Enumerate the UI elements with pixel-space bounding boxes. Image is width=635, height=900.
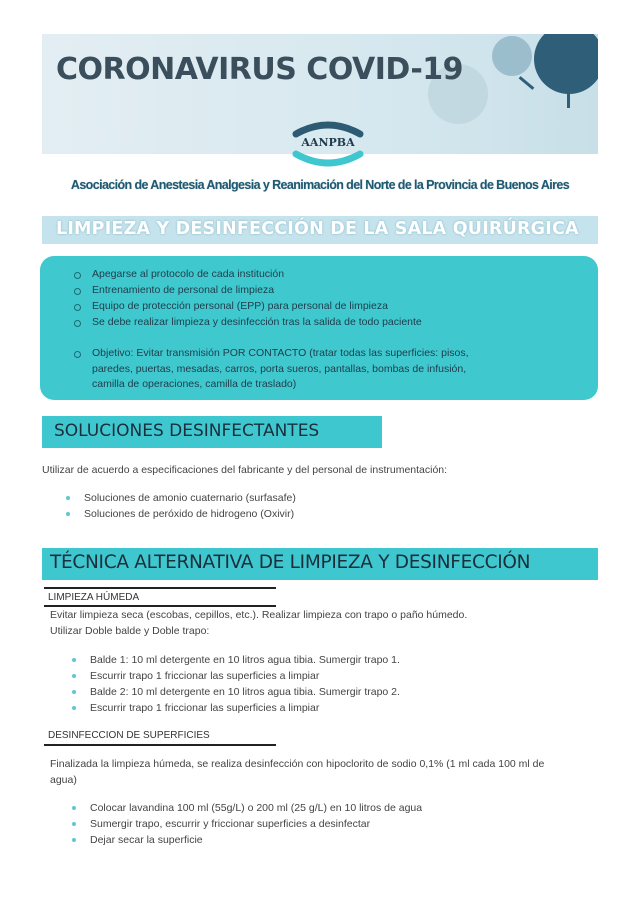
- desinfeccion-paragraph: Finalizada la limpieza húmeda, se realiza desinfección con hipoclorito de sodio 0,1% (1 ml cada 100 ml de agua): [50, 758, 545, 786]
- humeda-paragraph: Utilizar Doble balde y Doble trapo:: [50, 625, 210, 637]
- organization-name: Asociación de Anestesia Analgesia y Reanimación del Norte de la Provincia de Buenos Aires: [70, 178, 570, 192]
- page-title: CORONAVIRUS COVID-19: [56, 52, 464, 87]
- desinfeccion-list: [68, 800, 422, 848]
- virus-spike-icon: [519, 76, 535, 90]
- subheading-limpieza-humeda: LIMPIEZA HÚMEDA: [48, 592, 140, 603]
- logo-text: AANPBA: [301, 136, 355, 149]
- list-item: Sumergir trapo, escurrir y friccionar superficies a desinfectar: [68, 816, 422, 832]
- divider: [44, 744, 276, 746]
- list-item: Balde 2: 10 ml detergente en 10 litros agua tibia. Sumergir trapo 2.: [68, 684, 400, 700]
- section-title-soluciones: SOLUCIONES DESINFECTANTES: [54, 421, 320, 441]
- section-title-limpieza: LIMPIEZA Y DESINFECCIÓN DE LA SALA QUIRÚRGICA: [56, 219, 579, 239]
- list-item: Soluciones de peróxido de hidrogeno (Oxivir): [62, 506, 296, 522]
- soluciones-list: [62, 490, 296, 522]
- humeda-list: [68, 652, 400, 716]
- humeda-paragraph: Evitar limpieza seca (escobas, cepillos, etc.). Realizar limpieza con trapo o paño húmedo.: [50, 609, 468, 621]
- list-item: Colocar lavandina 100 ml (55g/L) o 200 ml (25 g/L) en 10 litros de agua: [68, 800, 422, 816]
- list-item: Escurrir trapo 1 friccionar las superficies a limpiar: [68, 700, 400, 716]
- section-title-tecnica: TÉCNICA ALTERNATIVA DE LIMPIEZA Y DESINFECCIÓN: [50, 552, 531, 573]
- virus-decoration-icon: [534, 34, 598, 94]
- soluciones-intro: Utilizar de acuerdo a especificaciones del fabricante y del personal de instrumentación:: [42, 464, 448, 476]
- list-item: Entrenamiento de personal de limpieza: [72, 282, 492, 298]
- subheading-desinfeccion: DESINFECCION DE SUPERFICIES: [48, 730, 210, 741]
- limpieza-objective: Objetivo: Evitar transmisión POR CONTACTO (tratar todas las superficies: pisos, paredes, puertas, mesadas, carros, porta sueros, pantallas, bombas de infusión, camilla de operaciones, camilla de traslado): [72, 346, 482, 393]
- list-item: Equipo de protección personal (EPP) para personal de limpieza: [72, 298, 492, 314]
- list-item: Dejar secar la superficie: [68, 832, 422, 848]
- list-item: Apegarse al protocolo de cada institución: [72, 266, 492, 282]
- limpieza-list: [72, 266, 492, 330]
- virus-spike-icon: [567, 90, 570, 108]
- list-item: Balde 1: 10 ml detergente en 10 litros agua tibia. Sumergir trapo 1.: [68, 652, 400, 668]
- list-item: Escurrir trapo 1 friccionar las superficies a limpiar: [68, 668, 400, 684]
- virus-decoration-icon: [492, 36, 532, 76]
- list-item: Soluciones de amonio cuaternario (surfasafe): [62, 490, 296, 506]
- list-item: Se debe realizar limpieza y desinfección tras la salida de todo paciente: [72, 314, 492, 330]
- divider: [44, 587, 276, 589]
